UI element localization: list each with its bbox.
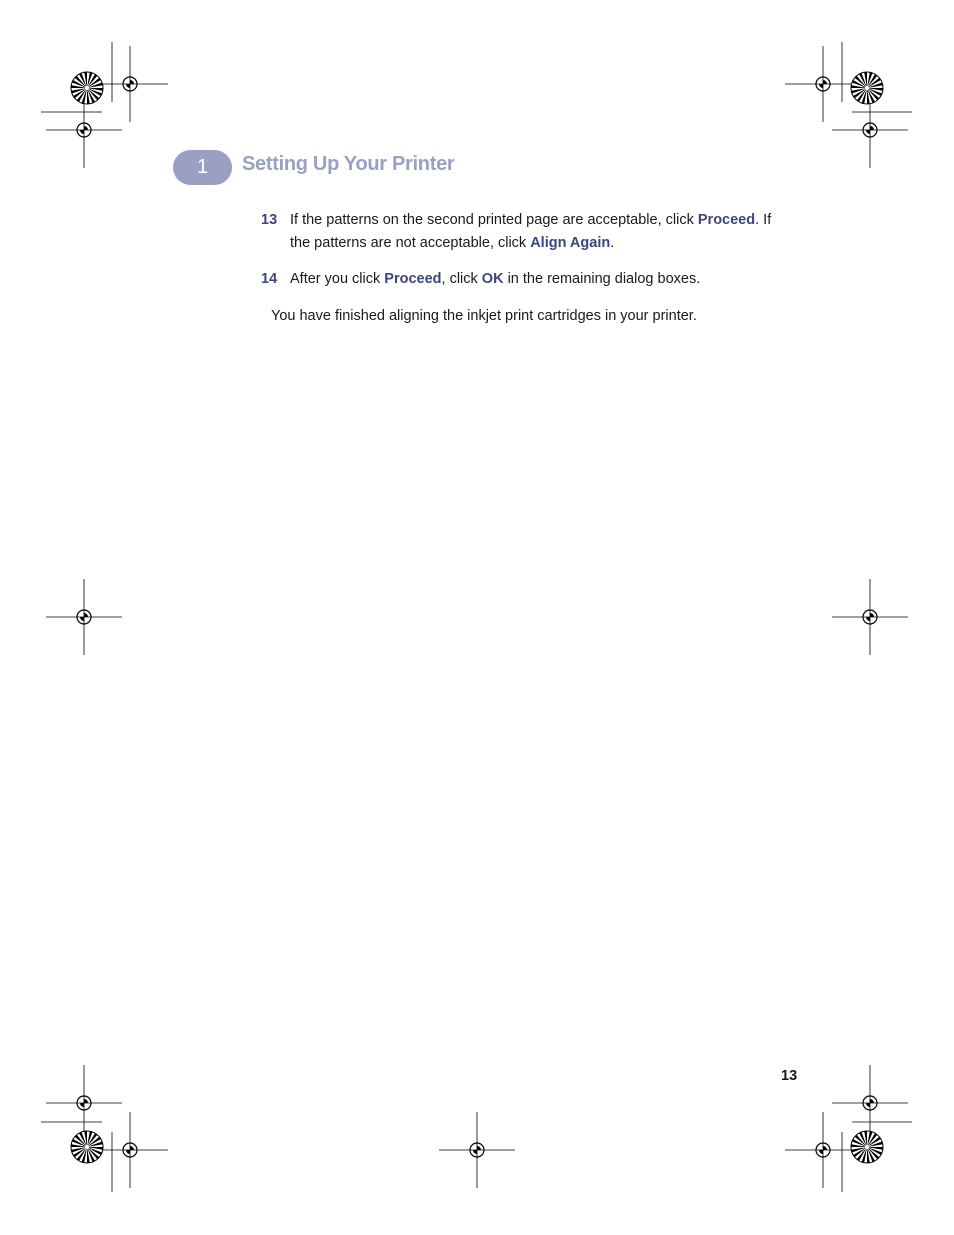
starburst-icon [851,1131,883,1163]
step-text-segment: in the remaining dialog boxes. [503,271,701,287]
registration-mark-icon [785,46,861,122]
step-text-segment: , click [441,271,482,287]
step-text [290,268,790,291]
starburst-icon [71,1131,103,1163]
step-text [290,209,790,255]
registration-mark-icon [832,579,908,655]
chapter-number-tab: 1 [173,150,232,185]
registration-mark-icon [92,1112,168,1188]
registration-mark-icon [46,1065,122,1141]
registration-mark-icon [832,1065,908,1141]
registration-mark-icon [785,1112,861,1188]
step-text-segment: After you click [290,271,385,287]
step-text-segment: If the patterns on the second printed page are acceptable, click [290,212,698,228]
step-text-segment: . If the patterns are not acceptable, click [290,212,772,251]
step-text-segment: . [610,235,615,251]
ui-term-proceed: Proceed [697,212,756,228]
chapter-title: Setting Up Your Printer [242,153,455,175]
page-number: 13 [781,1068,798,1084]
step-number: 14 [261,271,278,287]
ui-term-align-again: Align Again [530,235,611,251]
registration-mark-icon [92,46,168,122]
closing-paragraph: You have finished aligning the inkjet print cartridges in your printer. [271,308,697,324]
step-number: 13 [261,212,278,228]
starburst-icon [71,72,103,104]
starburst-icon [851,72,883,104]
ui-term-proceed: Proceed [384,271,442,287]
ui-term-ok: OK [481,271,504,287]
registration-mark-icon [439,1112,515,1188]
registration-mark-icon [46,579,122,655]
